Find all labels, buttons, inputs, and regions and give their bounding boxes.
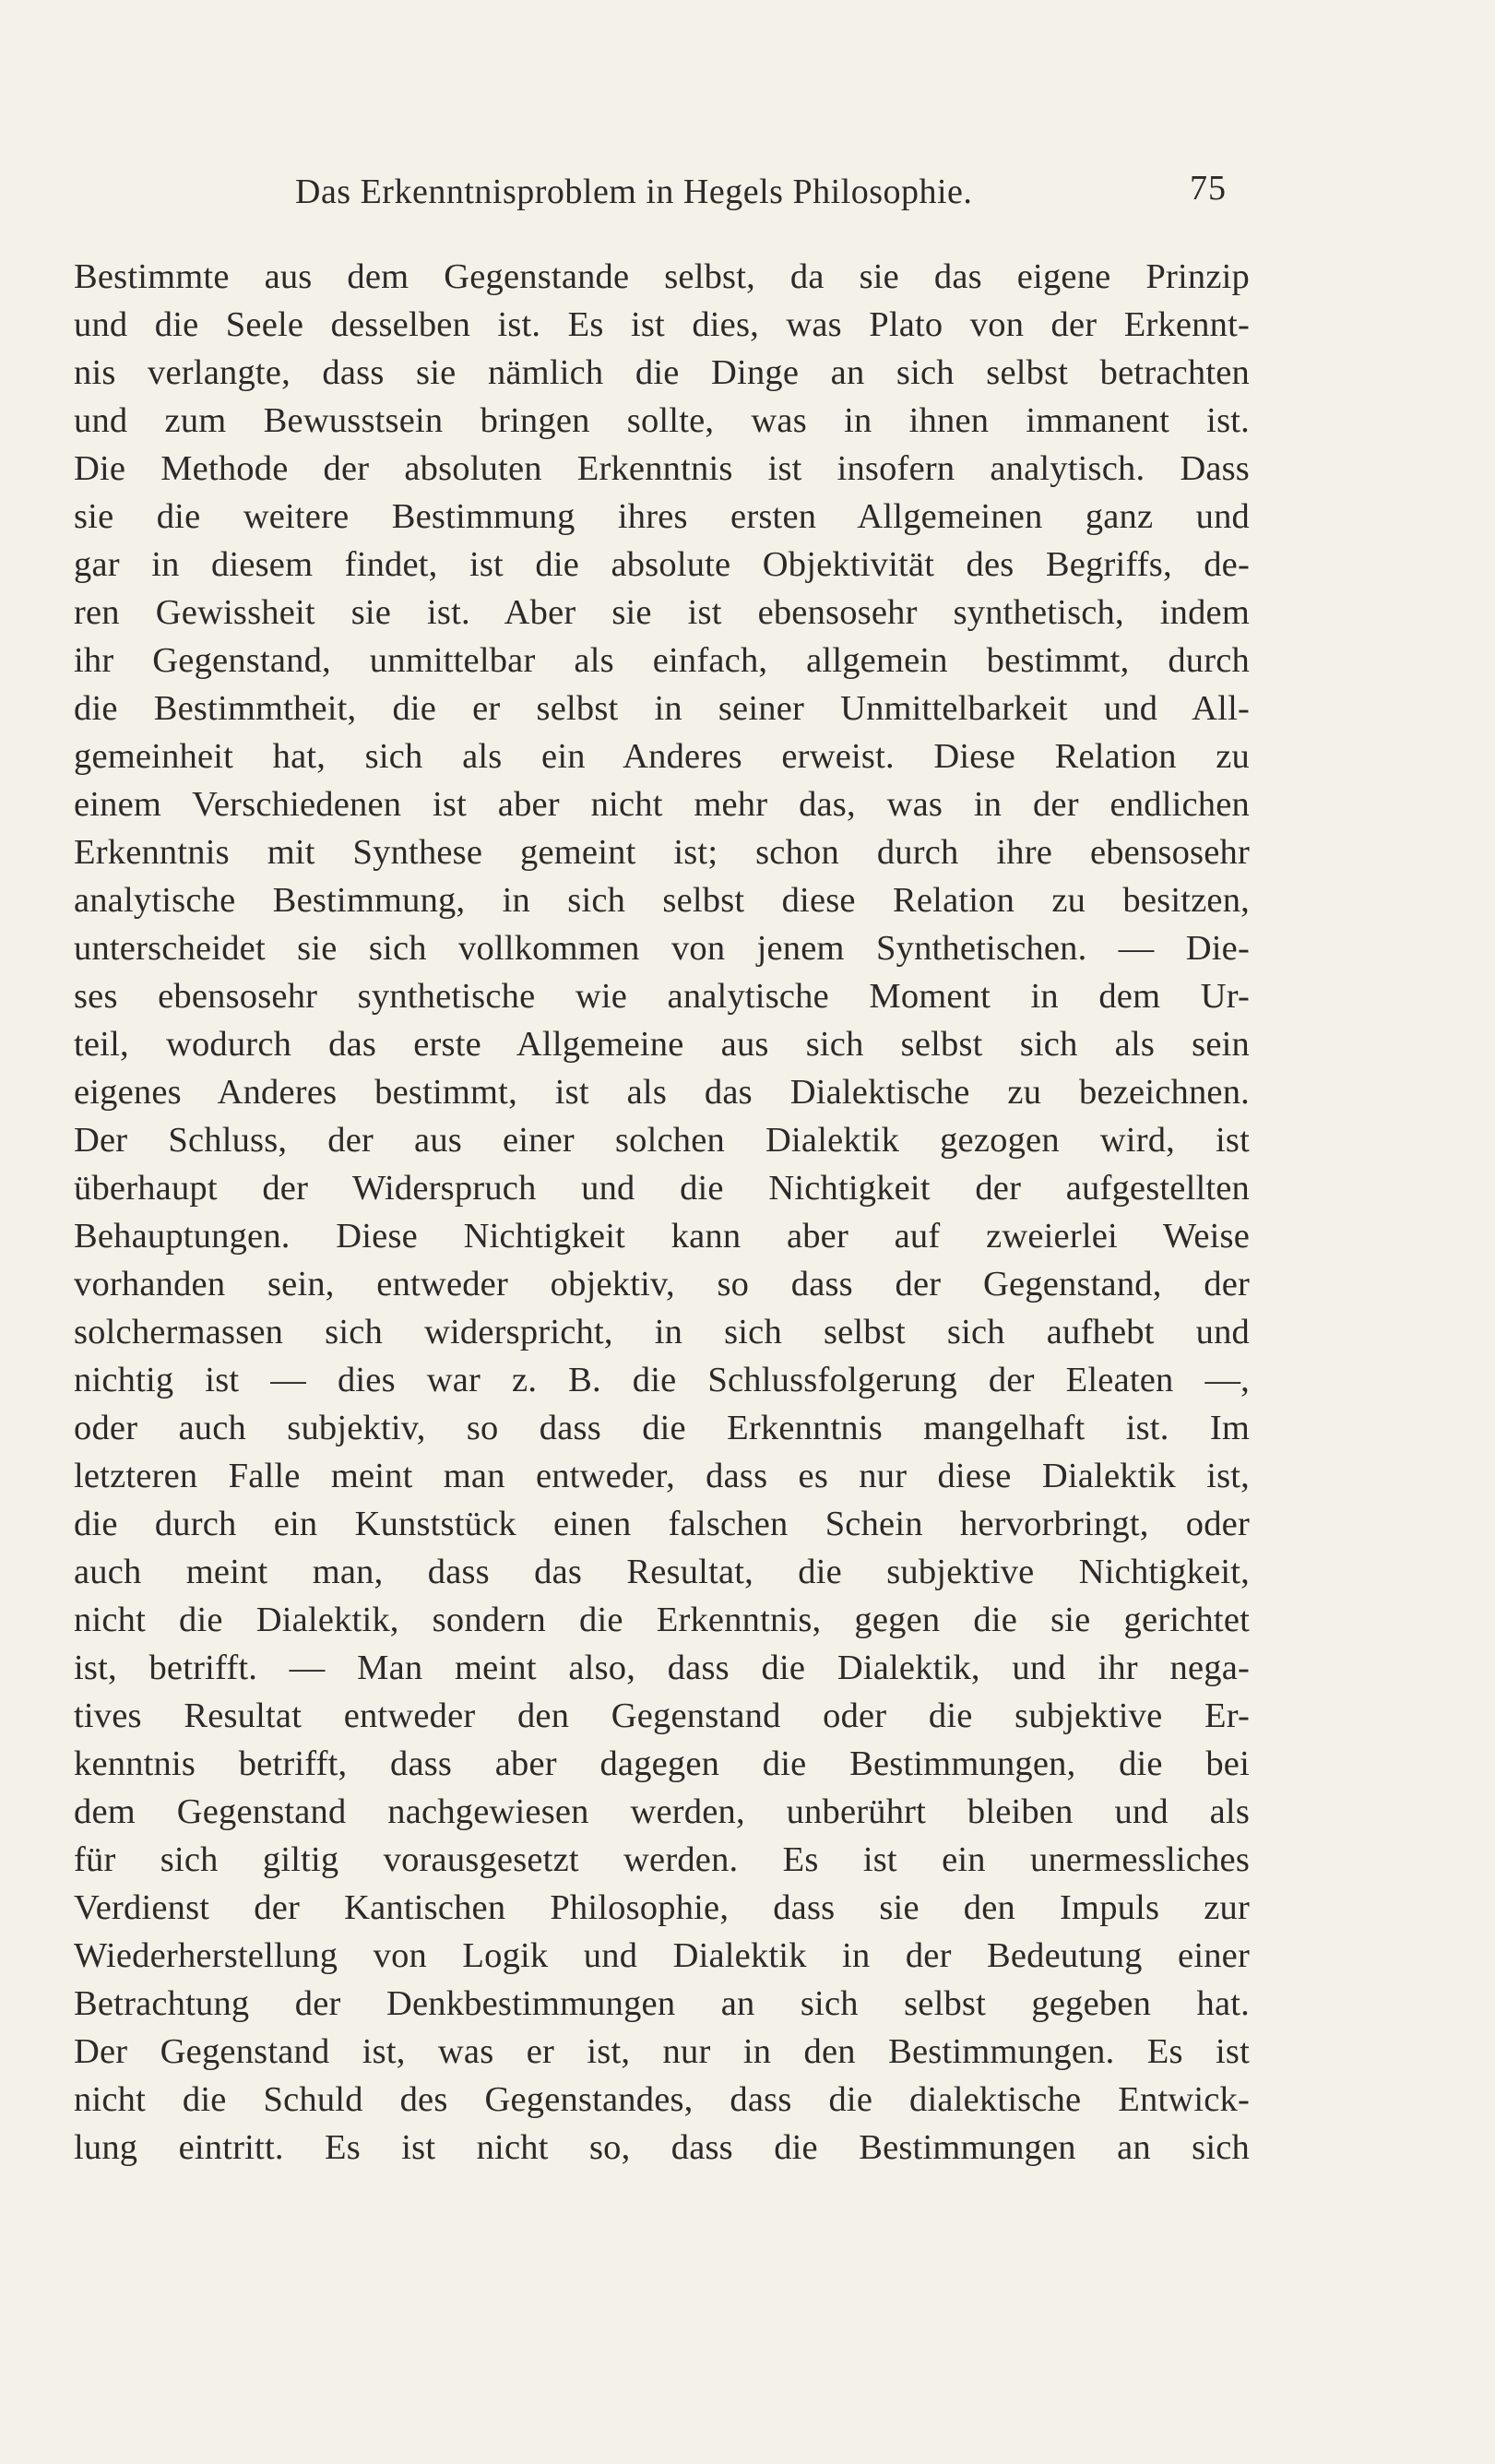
running-header [295,169,1227,215]
text-line: Bestimmte aus dem Gegenstande selbst, da sie das eigene Prinzip [74,257,1250,296]
page-number: 75 [1190,169,1227,208]
text-line: einem Verschiedenen ist aber nicht mehr das, was in der endlichen [74,785,1250,824]
text-line: und die Seele desselben ist. Es ist dies, was Plato von der Erkennt- [74,305,1250,344]
text-line: Verdienst der Kantischen Philosophie, dass sie den Impuls zur [74,1888,1250,1927]
text-line: nicht die Schuld des Gegenstandes, dass die dialektische Entwick- [74,2080,1250,2119]
text-line: lung eintritt. Es ist nicht so, dass die Bestimmungen an sich [74,2128,1250,2167]
text-line: Erkenntnis mit Synthese gemeint ist; schon durch ihre ebensosehr [74,833,1250,872]
text-line: gemeinheit hat, sich als ein Anderes erweist. Diese Relation zu [74,737,1250,776]
text-line: ses ebensosehr synthetische wie analytische Moment in dem Ur- [74,977,1250,1016]
text-line: Der Schluss, der aus einer solchen Dialektik gezogen wird, ist [74,1121,1250,1160]
text-line: teil, wodurch das erste Allgemeine aus sich selbst sich als sein [74,1025,1250,1064]
text-line: auch meint man, dass das Resultat, die subjektive Nichtigkeit, [74,1553,1250,1591]
text-line: vorhanden sein, entweder objektiv, so dass der Gegenstand, der [74,1265,1250,1303]
text-line: dem Gegenstand nachgewiesen werden, unberührt bleiben und als [74,1792,1250,1831]
text-line: eigenes Anderes bestimmt, ist als das Dialektische zu bezeichnen. [74,1073,1250,1112]
text-line: ist, betrifft. — Man meint also, dass die Dialektik, und ihr nega- [74,1649,1250,1687]
text-line: Der Gegenstand ist, was er ist, nur in den Bestimmungen. Es ist [74,2032,1250,2071]
text-line: analytische Bestimmung, in sich selbst diese Relation zu besitzen, [74,881,1250,920]
text-line: und zum Bewusstsein bringen sollte, was in ihnen immanent ist. [74,401,1250,440]
text-line: Behauptungen. Diese Nichtigkeit kann aber auf zweierlei Weise [74,1217,1250,1256]
text-line: überhaupt der Widerspruch und die Nichtigkeit der aufgestellten [74,1169,1250,1208]
text-line: tives Resultat entweder den Gegenstand oder die subjektive Er- [74,1696,1250,1735]
text-line: sie die weitere Bestimmung ihres ersten Allgemeinen ganz und [74,497,1250,536]
text-line: die Bestimmtheit, die er selbst in seiner Unmittelbarkeit und All- [74,689,1250,728]
text-line: letzteren Falle meint man entweder, dass es nur diese Dialektik ist, [74,1457,1250,1495]
text-line: nicht die Dialektik, sondern die Erkenntnis, gegen die sie gerichtet [74,1601,1250,1639]
text-line: Die Methode der absoluten Erkenntnis ist insofern analytisch. Dass [74,449,1250,488]
text-line: für sich giltig vorausgesetzt werden. Es ist ein unermessliches [74,1840,1250,1879]
text-line: die durch ein Kunststück einen falschen Schein hervorbringt, oder [74,1505,1250,1543]
text-line: kenntnis betrifft, dass aber dagegen die Bestimmungen, die bei [74,1744,1250,1783]
text-line: nichtig ist — dies war z. B. die Schlussfolgerung der Eleaten —, [74,1361,1250,1399]
text-line: unterscheidet sie sich vollkommen von jenem Synthetischen. — Die- [74,929,1250,968]
text-line: nis verlangte, dass sie nämlich die Dinge an sich selbst betrachten [74,353,1250,392]
text-line: solchermassen sich widerspricht, in sich selbst sich aufhebt und [74,1313,1250,1351]
body-text [74,253,1250,2172]
text-line: gar in diesem findet, ist die absolute Objektivität des Begriffs, de- [74,545,1250,584]
text-line: ihr Gegenstand, unmittelbar als einfach, allgemein bestimmt, durch [74,641,1250,680]
text-line: Betrachtung der Denkbestimmungen an sich selbst gegeben hat. [74,1984,1250,2023]
running-title: Das Erkenntnisproblem in Hegels Philosophie. [295,173,973,211]
text-line: oder auch subjektiv, so dass die Erkenntnis mangelhaft ist. Im [74,1409,1250,1447]
text-line: ren Gewissheit sie ist. Aber sie ist ebensosehr synthetisch, indem [74,593,1250,632]
text-line: Wiederherstellung von Logik und Dialektik in der Bedeutung einer [74,1936,1250,1975]
